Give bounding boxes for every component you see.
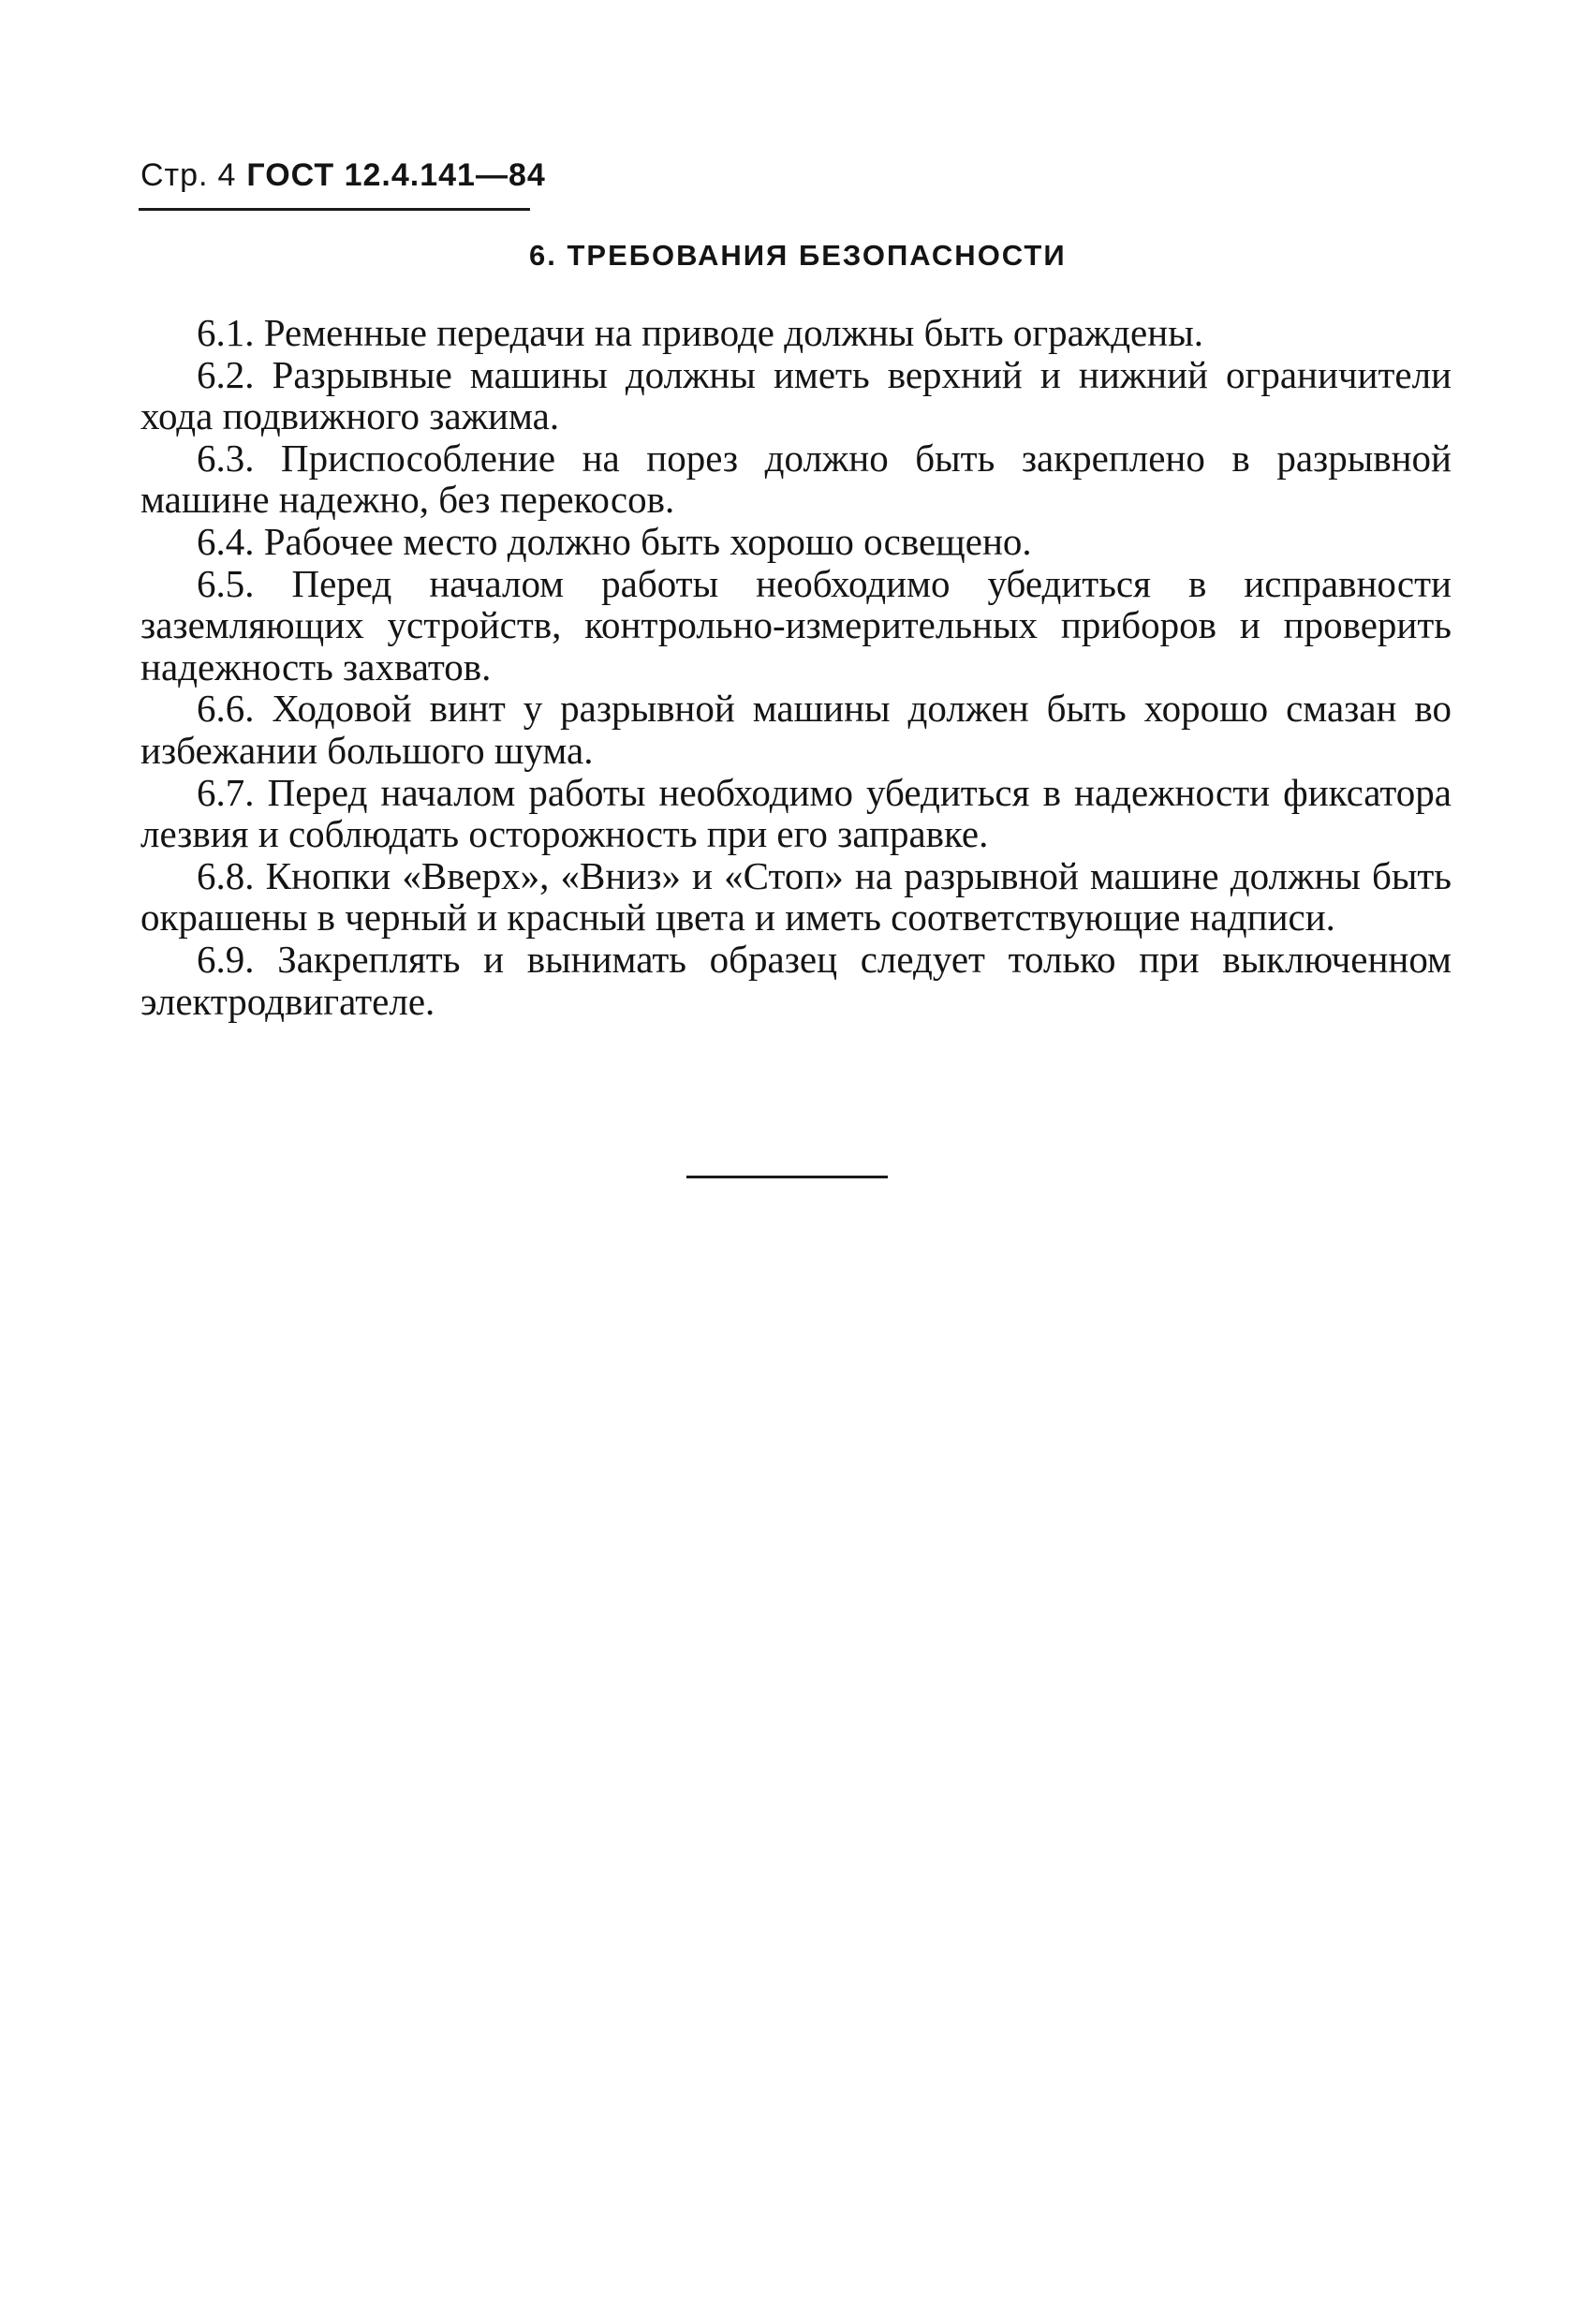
clause-6-6: 6.6. Ходовой винт у разрывной машины должен быть хорошо смазан во избежании большого шума. [140, 687, 1452, 772]
section-body [140, 312, 1452, 1022]
page-number: 4 [217, 157, 236, 193]
clause-6-4: 6.4. Рабочее место должно быть хорошо освещено. [197, 519, 1032, 563]
page-label: Стр. [140, 157, 209, 193]
clause-6-3: 6.3. Приспособление на порез должно быть закреплено в разрывной машине надежно, без перекосов. [140, 436, 1452, 522]
section-end-rule [686, 1176, 888, 1178]
clause-6-2: 6.2. Разрывные машины должны иметь верхний и нижний ограничители хода подвижного зажима. [140, 352, 1452, 438]
clause-6-8: 6.8. Кнопки «Вверх», «Вниз» и «Стоп» на разрывной машине должны быть окрашены в черный и красный цвета и иметь соответствующие надписи. [140, 853, 1452, 940]
clause-6-1: 6.1. Ременные передачи на приводе должны быть ограждены. [197, 311, 1203, 354]
clause-6-7: 6.7. Перед началом работы необходимо убедиться в надежности фиксатора лезвия и соблюдать осторожность при его заправке. [140, 770, 1452, 856]
clause-6-9: 6.9. Закреплять и вынимать образец следует только при выключенном электродвигателе. [140, 937, 1452, 1023]
standard-designation: ГОСТ 12.4.141—84 [246, 157, 546, 193]
clause-6-5: 6.5. Перед началом работы необходимо убедиться в исправности заземляющих устройств, контрольно-измерительных приборов и проверить надежность захватов. [140, 561, 1452, 688]
section-title: 6. ТРЕБОВАНИЯ БЕЗОПАСНОСТИ [529, 239, 1067, 272]
header-rule [139, 208, 530, 211]
page-header [140, 157, 546, 214]
